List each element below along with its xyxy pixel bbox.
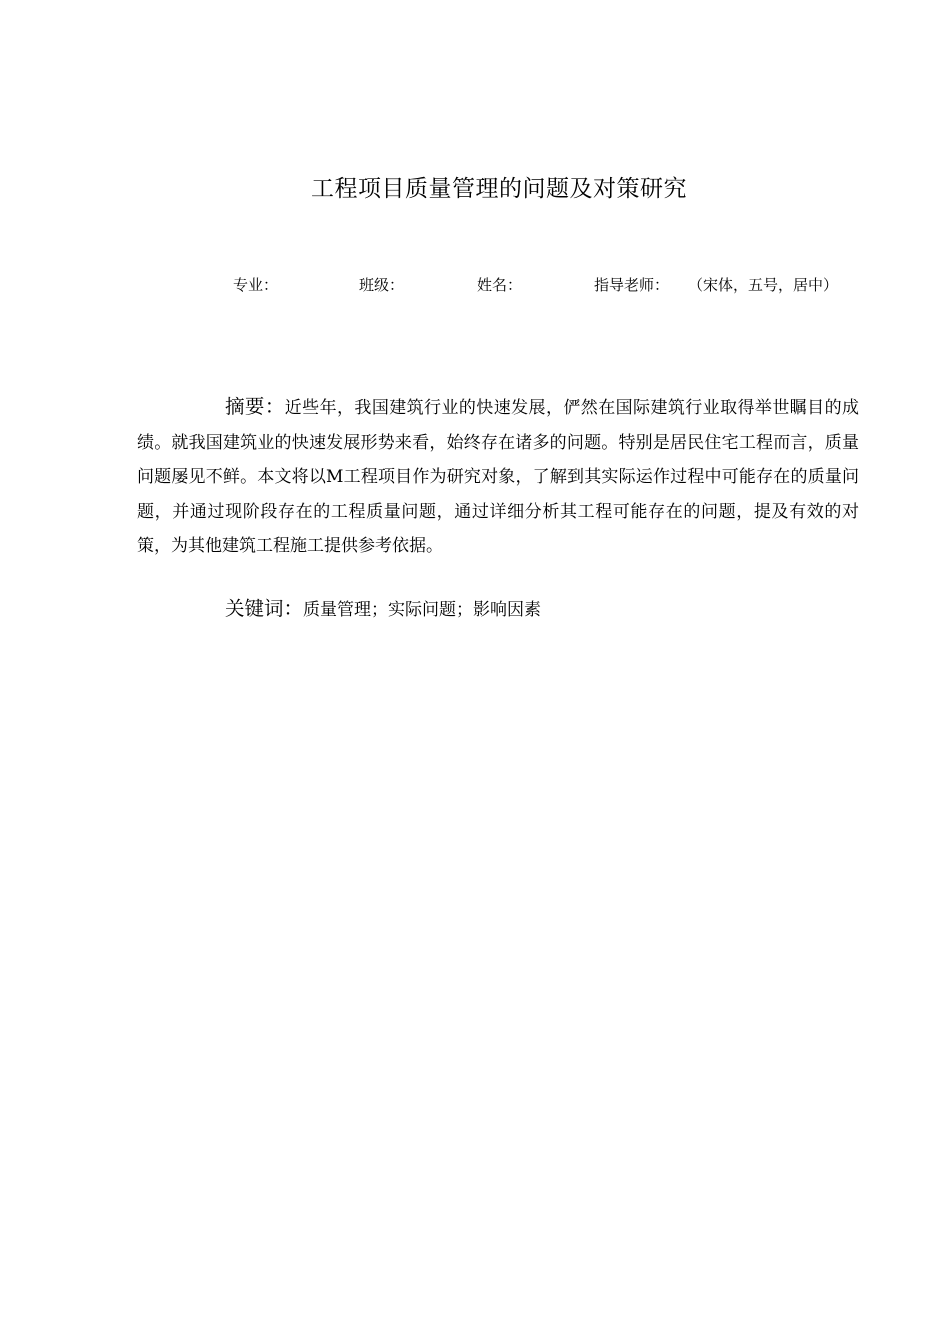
class-label: 班级： [359, 276, 405, 294]
major-label: 专业： [233, 276, 279, 294]
format-note: （宋体，五号，居中） [688, 276, 839, 294]
paper-title: 工程项目质量管理的问题及对策研究 [311, 176, 687, 202]
keywords-label: 关键词： [225, 597, 304, 620]
abstract-text: 近些年，我国建筑行业的快速发展，俨然在国际建筑行业取得举世瞩目的成绩。就我国建筑业的快速发展形势来看，始终存在诸多的问题。特别是居民住宅工程而言，质量问题屡见不鲜。本文将以M工程项目作为研究对象，了解到其实际运作过程中可能存在的质量问题，并通过现阶段存在的工程质量问题，通过详细分析其工程可能存在的问题，提及有效的对策，为其他建筑工程施工提供参考依据。 [137, 398, 859, 556]
keywords-text: 质量管理；实际问题；影响因素 [303, 600, 542, 620]
name-label: 姓名： [477, 276, 523, 294]
keywords-line [225, 594, 541, 625]
advisor-label: 指导老师： [594, 276, 670, 294]
abstract-paragraph [137, 390, 859, 564]
abstract-label: 摘要： [225, 395, 285, 418]
author-info-row [0, 274, 950, 298]
